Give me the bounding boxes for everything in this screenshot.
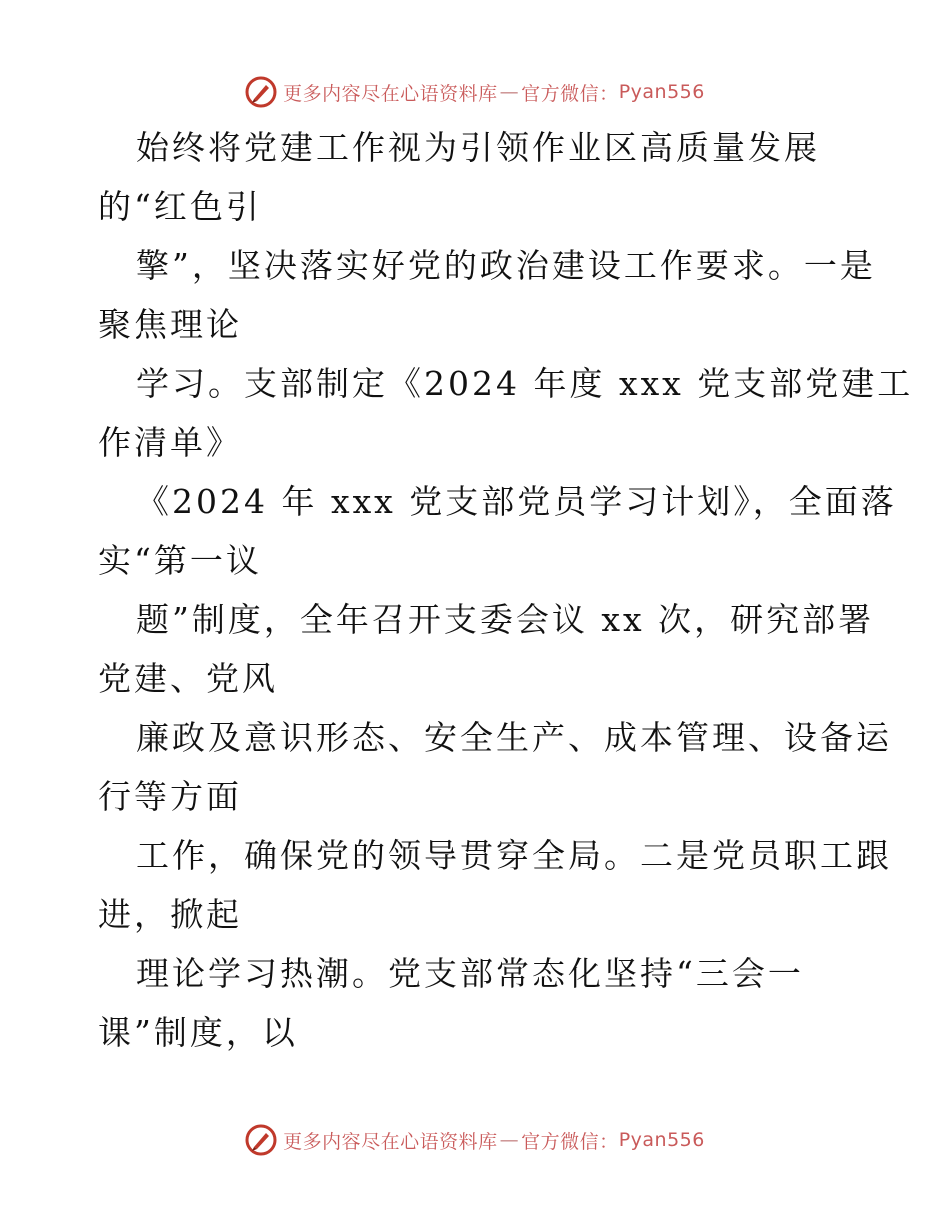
body-line: 廉政及意识形态、安全生产、成本管理、设备运 [136, 718, 892, 757]
watermark-label: 官方微信： [521, 1130, 619, 1153]
pen-logo-icon [245, 76, 277, 108]
document-body [98, 118, 914, 1062]
body-line: 课”制度，以 [98, 1013, 298, 1052]
watermark-account: Pyan556 [618, 1129, 705, 1151]
body-line: 作清单》 [98, 423, 242, 462]
watermark-separator: — [499, 81, 520, 103]
body-line: 实“第一议 [98, 541, 262, 580]
watermark-header [0, 72, 950, 112]
watermark-label: 官方微信： [521, 82, 619, 105]
watermark-prefix: 更多内容尽在心语资料库 [283, 1130, 498, 1153]
body-line: 党建、党风 [98, 659, 278, 698]
watermark-footer [0, 1120, 950, 1160]
pen-logo-icon [245, 1124, 277, 1156]
body-line: 工作，确保党的领导贯穿全局。二是党员职工跟 [136, 836, 892, 875]
body-line: 始终将党建工作视为引领作业区高质量发展 [136, 128, 820, 167]
body-line: 学习。支部制定《2024 年度 xxx 党支部党建工 [136, 364, 914, 403]
body-line: 进，掀起 [98, 895, 242, 934]
body-line: 聚焦理论 [98, 305, 242, 344]
body-line: 理论学习热潮。党支部常态化坚持“三会一 [136, 954, 804, 993]
body-line: 《2024 年 xxx 党支部党员学习计划》，全面落 [136, 482, 897, 521]
watermark-account: Pyan556 [618, 81, 705, 103]
watermark-separator: — [499, 1129, 520, 1151]
body-line: 的“红色引 [98, 187, 262, 226]
body-line: 行等方面 [98, 777, 242, 816]
body-line: 擎”，坚决落实好党的政治建设工作要求。一是 [136, 246, 876, 285]
body-line: 题”制度，全年召开支委会议 xx 次，研究部署 [136, 600, 875, 639]
watermark-prefix: 更多内容尽在心语资料库 [283, 82, 498, 105]
